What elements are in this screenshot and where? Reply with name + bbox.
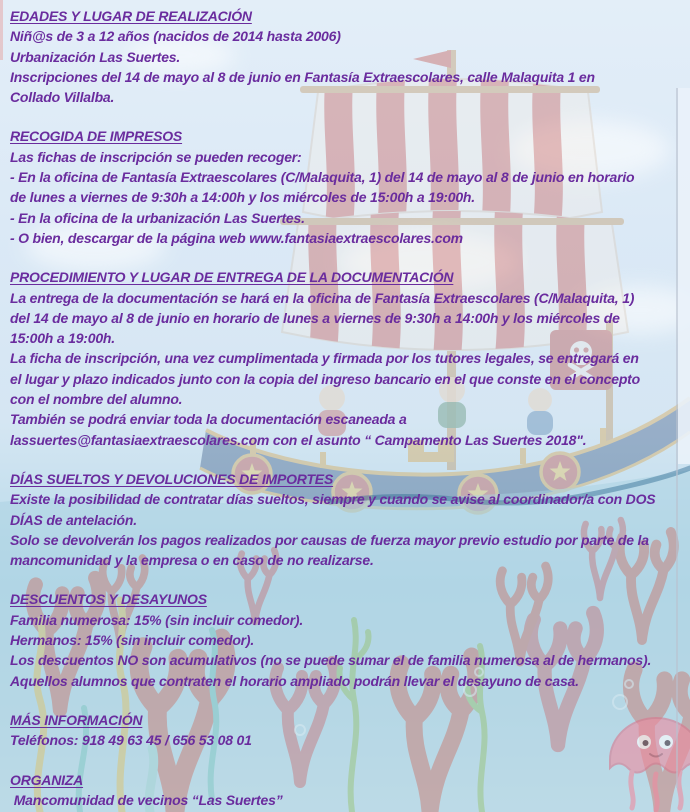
section-line: Las fichas de inscripción se pueden recoger: [10, 148, 302, 165]
section-line: Existe la posibilidad de contratar días sueltos, siempre y cuando se avise al coordinador/a con DOS [10, 491, 656, 508]
flyer-section [10, 589, 680, 690]
section-line: del 14 de mayo al 8 de junio en horario de lunes a viernes de 9:30h a 14:00h y los miércoles de [10, 309, 620, 326]
section-heading: EDADES Y LUGAR DE REALIZACIÓN [10, 8, 252, 24]
section-line: - En la oficina de Fantasía Extraescolares (C/Malaquita, 1) del 14 de mayo al 8 de junio en horario [10, 169, 635, 186]
section-line: Aquellos alumnos que contraten el horario ampliado podrán llevar el desayuno de casa. [10, 672, 579, 689]
section-line: Hermanos: 15% (sin incluir comedor). [10, 632, 255, 649]
section-line: La ficha de inscripción, una vez cumplimentada y firmada por los tutores legales, se entregará en [10, 350, 639, 367]
flyer-section [10, 6, 680, 107]
section-line: lassuertes@fantasiaextraescolares.com con el asunto “ Campamento Las Suertes 2018". [10, 431, 587, 448]
flyer-section [10, 710, 680, 751]
section-line: el lugar y plazo indicados junto con la copia del ingreso bancario en el que conste en el concepto [10, 370, 640, 387]
section-line: Niñ@s de 3 a 12 años (nacidos de 2014 hasta 2006) [10, 28, 341, 45]
section-heading: DÍAS SUELTOS Y DEVOLUCIONES DE IMPORTES [10, 470, 334, 487]
section-line: Los descuentos NO son acumulativos (no se puede sumar el de familia numerosa al de hermanos). [10, 652, 652, 669]
section-heading: RECOGIDA DE IMPRESOS [10, 128, 183, 145]
flyer-section [10, 126, 680, 248]
section-line: de lunes a viernes de 9:30h a 14:00h y los miércoles de 15:00h a 19:00h. [10, 189, 475, 206]
section-line: Collado Villalba. [10, 89, 115, 106]
flyer-section [10, 469, 680, 570]
section-line: - En la oficina de la urbanización Las Suertes. [10, 209, 305, 226]
section-line: Familia numerosa: 15% (sin incluir comedor). [10, 611, 304, 628]
flyer-section [10, 267, 680, 450]
section-line: mancomunidad y la empresa o en caso de no realizarse. [10, 552, 374, 569]
section-line: con el nombre del alumno. [10, 391, 183, 408]
section-line: Inscripciones del 14 de mayo al 8 de junio en Fantasía Extraescolares, calle Malaquita 1 en [10, 68, 595, 85]
flyer-section [10, 770, 680, 811]
section-line: DÍAS de antelación. [10, 511, 137, 528]
section-heading: ORGANIZA [10, 771, 84, 788]
section-line: - O bien, descargar de la página web www.fantasiaextraescolares.com [10, 229, 463, 246]
section-line: Mancomunidad de vecinos “Las Suertes” [10, 791, 283, 808]
section-heading: MÁS INFORMACIÓN [10, 711, 143, 728]
section-line: Urbanización Las Suertes. [10, 48, 181, 65]
section-line: 15:00h a 19:00h. [10, 330, 115, 347]
section-line: Teléfonos: 918 49 63 45 / 656 53 08 01 [10, 732, 252, 749]
section-line: La entrega de la documentación se hará en la oficina de Fantasía Extraescolares (C/Malaquita, 1) [10, 289, 635, 306]
section-heading: DESCUENTOS Y DESAYUNOS [10, 591, 207, 608]
section-line: También se podrá enviar toda la documentación escaneada a [10, 411, 407, 428]
section-heading: PROCEDIMIENTO Y LUGAR DE ENTREGA DE LA DOCUMENTACIÓN [10, 269, 454, 286]
section-line: Solo se devolverán los pagos realizados por causas de fuerza mayor previo estudio por parte de la [10, 531, 649, 548]
